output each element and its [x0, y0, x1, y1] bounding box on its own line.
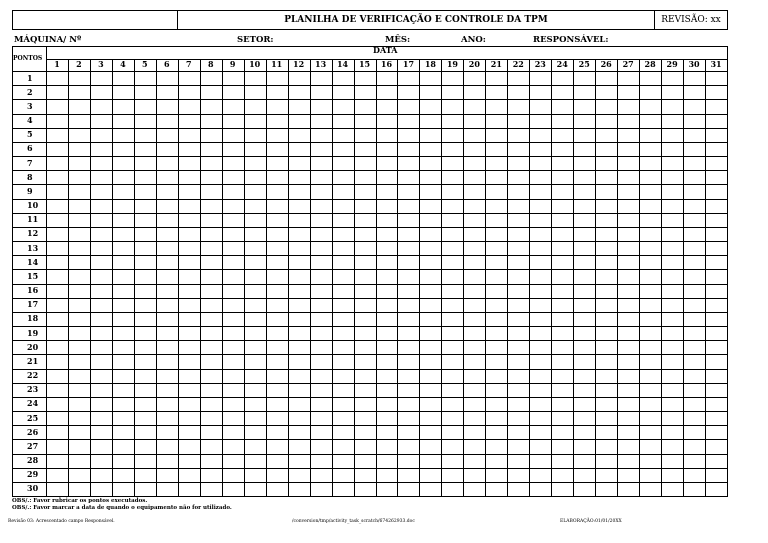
grid-line [90, 59, 91, 496]
grid-line [13, 227, 727, 228]
grid-line [13, 411, 727, 412]
point-number: 12 [27, 228, 39, 239]
grid-line [13, 213, 727, 214]
day-number: 8 [207, 59, 214, 69]
grid-line [13, 369, 727, 370]
grid-line [639, 59, 640, 496]
point-number: 11 [27, 214, 39, 225]
grid-line [13, 425, 727, 426]
day-number: 31 [710, 59, 722, 69]
point-number: 19 [27, 327, 39, 338]
footer-file-path: /conversion/tmp/activity_task_scratch/674262933.doc [292, 519, 415, 524]
grid-line [13, 170, 727, 171]
grid-line [13, 128, 727, 129]
grid-line [222, 59, 223, 496]
day-number: 24 [556, 59, 568, 69]
point-number: 5 [27, 129, 33, 140]
sector-label: SETOR: [237, 35, 274, 45]
grid-line [13, 340, 727, 341]
grid-line [376, 59, 377, 496]
grid-line [661, 59, 662, 496]
grid-line [13, 114, 727, 115]
grid-line [244, 59, 245, 496]
day-number: 23 [534, 59, 546, 69]
grid-line [13, 85, 727, 86]
note-line: OBS/.: Favor rubricar os pontos executados. [12, 498, 148, 504]
point-number: 28 [27, 455, 39, 466]
page-title: PLANILHA DE VERIFICAÇÃO E CONTROLE DA TPM [178, 11, 655, 29]
grid-line [573, 59, 574, 496]
grid-line [13, 482, 727, 483]
grid-line [156, 59, 157, 496]
day-number: 5 [142, 59, 148, 69]
day-number: 20 [468, 59, 480, 69]
footer-revision-note: Revisão 03: Acrescentado campo Responsável. [8, 519, 115, 524]
day-number: 14 [336, 59, 349, 69]
day-number: 10 [249, 59, 261, 69]
grid-line [13, 298, 727, 299]
footer-elaboration: ELABORAÇÃO:01/01/20XX [560, 519, 622, 524]
grid-line [46, 47, 47, 496]
grid-line [13, 199, 727, 200]
grid-line [705, 59, 706, 496]
grid-line [134, 59, 135, 496]
point-number: 8 [27, 171, 33, 182]
grid-line [441, 59, 442, 496]
point-number: 10 [27, 200, 39, 211]
point-number: 13 [27, 242, 39, 253]
point-number: 24 [27, 398, 39, 409]
day-number: 26 [600, 59, 612, 69]
grid-line [178, 59, 179, 496]
grid-line [13, 241, 727, 242]
grid-line [332, 59, 333, 496]
day-number: 2 [76, 59, 82, 69]
points-header: PONTOS [13, 55, 43, 62]
grid-line [13, 142, 727, 143]
point-number: 22 [27, 370, 39, 381]
day-number: 1 [54, 59, 60, 69]
point-number: 21 [27, 355, 39, 366]
grid-line [288, 59, 289, 496]
point-number: 25 [27, 412, 39, 423]
verification-grid [12, 46, 728, 497]
day-number: 4 [120, 59, 126, 69]
point-number: 30 [27, 483, 39, 494]
grid-line [13, 312, 727, 313]
grid-line [595, 59, 596, 496]
point-number: 23 [27, 384, 39, 395]
point-number: 9 [27, 185, 33, 196]
grid-line [13, 468, 727, 469]
point-number: 20 [27, 341, 39, 352]
grid-line [463, 59, 464, 496]
day-number: 18 [424, 59, 436, 69]
grid-line [13, 156, 727, 157]
note-line: OBS/.: Favor marcar a data de quando o equipamento não for utilizado. [12, 505, 232, 511]
day-number: 27 [622, 59, 634, 69]
grid-line [310, 59, 311, 496]
day-number: 30 [688, 59, 700, 69]
grid-line [13, 284, 727, 285]
grid-line [683, 59, 684, 496]
day-number: 13 [315, 59, 327, 69]
notes [12, 498, 232, 512]
grid-line [354, 59, 355, 496]
grid-line [507, 59, 508, 496]
point-number: 18 [27, 313, 39, 324]
machine-label: MÁQUINA/ Nº [14, 35, 82, 45]
day-number: 19 [446, 59, 458, 69]
grid-line [13, 269, 727, 270]
day-number: 16 [380, 59, 393, 69]
grid-line [13, 439, 727, 440]
responsible-label: RESPONSÁVEL: [533, 35, 609, 45]
grid-line [13, 326, 727, 327]
point-number: 29 [27, 469, 39, 480]
title-bar [12, 10, 728, 30]
grid-line [13, 354, 727, 355]
point-number: 16 [27, 285, 39, 296]
grid-line [617, 59, 618, 496]
grid-line [397, 59, 398, 496]
logo-cell [13, 11, 178, 29]
grid-line [68, 59, 69, 496]
point-number: 27 [27, 440, 39, 451]
day-number: 22 [512, 59, 524, 69]
day-number: 29 [666, 59, 678, 69]
grid-line [13, 99, 727, 100]
revision-label: REVISÃO: xx [661, 15, 721, 25]
day-number: 25 [578, 59, 590, 69]
grid-line [13, 397, 727, 398]
day-number: 21 [490, 59, 502, 69]
grid-line [13, 71, 727, 72]
day-number: 3 [98, 59, 104, 69]
point-number: 26 [27, 426, 39, 437]
day-number: 17 [402, 59, 415, 69]
grid-line [551, 59, 552, 496]
point-number: 4 [27, 115, 33, 126]
day-number: 12 [293, 59, 305, 69]
grid-line [13, 383, 727, 384]
grid-line [13, 454, 727, 455]
grid-line [419, 59, 420, 496]
point-number: 6 [27, 143, 33, 154]
point-number: 15 [27, 270, 39, 281]
point-number: 1 [27, 72, 33, 83]
day-number: 6 [164, 59, 170, 69]
day-number: 15 [358, 59, 371, 69]
grid-line [112, 59, 113, 496]
grid-line [13, 184, 727, 185]
grid-line [13, 255, 727, 256]
point-number: 14 [27, 256, 39, 267]
point-number: 7 [27, 157, 33, 168]
point-number: 17 [27, 299, 39, 310]
day-number: 28 [644, 59, 656, 69]
date-header: DATA [373, 45, 398, 55]
point-number: 3 [27, 100, 33, 111]
grid-line [266, 59, 267, 496]
year-label: ANO: [461, 35, 486, 45]
day-number: 9 [229, 59, 236, 69]
grid-line [200, 59, 201, 496]
day-number: 7 [185, 59, 192, 69]
grid-line [529, 59, 530, 496]
grid-line [485, 59, 486, 496]
point-number: 2 [27, 86, 33, 97]
day-number: 11 [271, 59, 283, 69]
month-label: MÊS: [385, 35, 411, 45]
